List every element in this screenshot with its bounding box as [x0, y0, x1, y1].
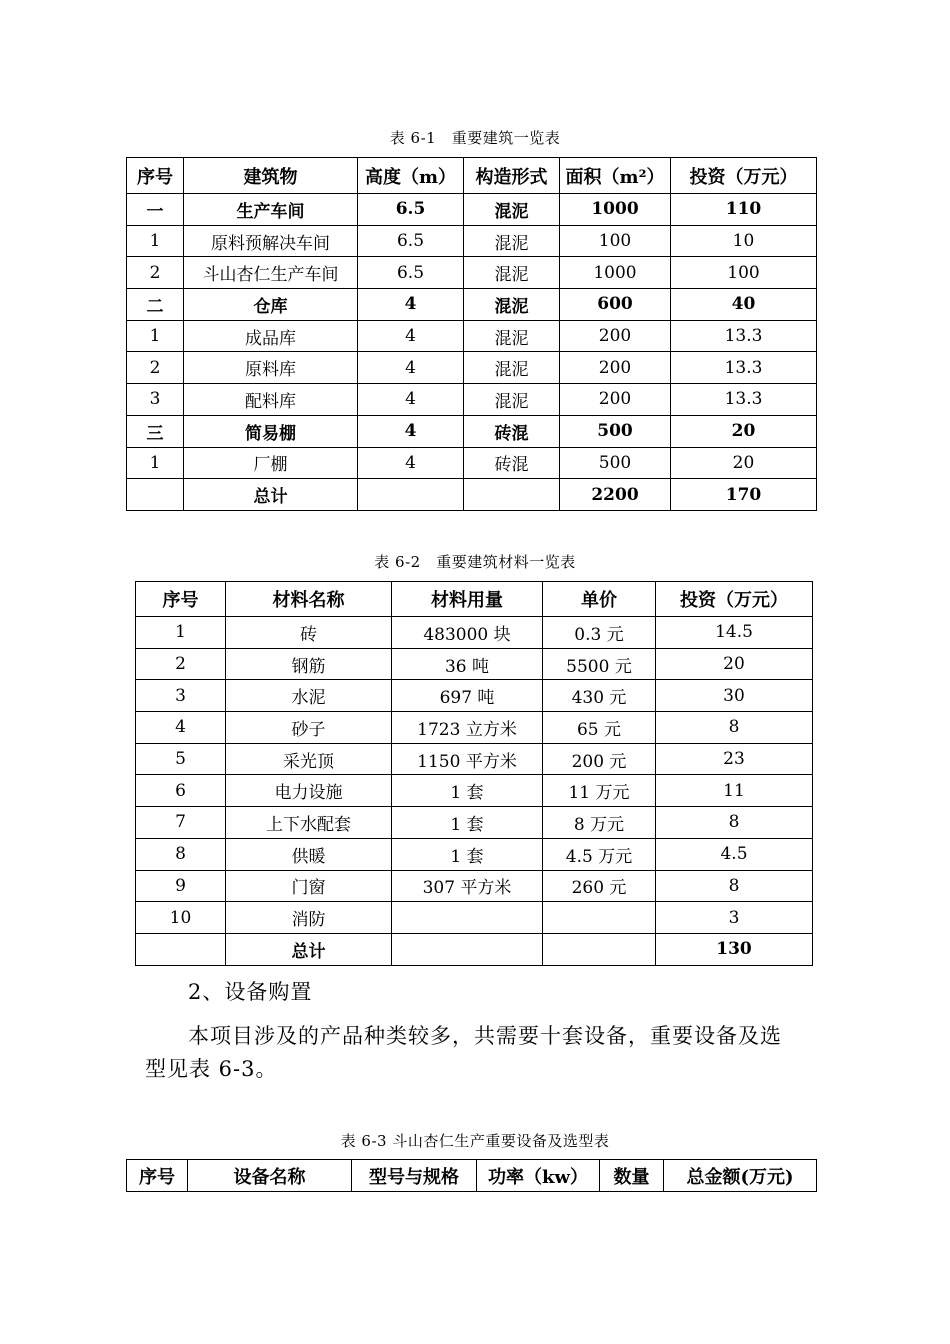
building-row	[127, 479, 817, 511]
table-cell: 1	[127, 447, 184, 479]
building-row	[127, 320, 817, 352]
column-header: 构造形式	[464, 158, 560, 194]
table-cell: 100	[671, 257, 817, 289]
table-cell: 4	[136, 712, 226, 744]
table-cell: 5500 元	[543, 648, 656, 680]
table-cell	[392, 933, 543, 965]
column-header: 材料用量	[392, 582, 543, 617]
table-cell: 9	[136, 870, 226, 902]
table-cell: 混泥	[464, 225, 560, 257]
header-row	[127, 1160, 817, 1192]
table-cell: 23	[656, 743, 813, 775]
material-row	[136, 838, 813, 870]
table-cell: 1	[127, 225, 184, 257]
building-row	[127, 194, 817, 226]
building-row	[127, 447, 817, 479]
material-row	[136, 807, 813, 839]
table-cell: 1000	[560, 257, 671, 289]
material-row	[136, 680, 813, 712]
table-cell: 8	[656, 807, 813, 839]
header-row	[136, 582, 813, 617]
column-header: 高度（m）	[358, 158, 464, 194]
table-cell	[464, 479, 560, 511]
column-header: 序号	[136, 582, 226, 617]
table-cell	[543, 902, 656, 934]
table-cell: 65 元	[543, 712, 656, 744]
column-header: 设备名称	[188, 1160, 352, 1192]
column-header: 单价	[543, 582, 656, 617]
column-header: 投资（万元）	[671, 158, 817, 194]
table-cell: 7	[136, 807, 226, 839]
table-cell: 483000 块	[392, 617, 543, 649]
table-cell: 门窗	[226, 870, 392, 902]
table-cell: 307 平方米	[392, 870, 543, 902]
table-cell: 三	[127, 415, 184, 447]
table-cell: 260 元	[543, 870, 656, 902]
table-cell: 11 万元	[543, 775, 656, 807]
table-cell	[358, 479, 464, 511]
table-cell	[543, 933, 656, 965]
table-cell: 砖混	[464, 415, 560, 447]
column-header: 型号与规格	[352, 1160, 477, 1192]
table-cell: 430 元	[543, 680, 656, 712]
table-cell: 总计	[184, 479, 358, 511]
table3-caption: 表 6-3 斗山杏仁生产重要设备及选型表	[340, 1132, 610, 1150]
table-cell: 100	[560, 225, 671, 257]
table1-caption: 表 6-1 重要建筑一览表	[389, 129, 561, 147]
table-cell: 36 吨	[392, 648, 543, 680]
table-cell: 简易棚	[184, 415, 358, 447]
table-cell: 500	[560, 415, 671, 447]
table-cell: 混泥	[464, 289, 560, 321]
table-cell: 1 套	[392, 838, 543, 870]
table-cell: 3	[656, 902, 813, 934]
table-cell: 砂子	[226, 712, 392, 744]
table-cell: 二	[127, 289, 184, 321]
table-cell: 1000	[560, 194, 671, 226]
table-cell: 40	[671, 289, 817, 321]
table-cell: 14.5	[656, 617, 813, 649]
material-row	[136, 870, 813, 902]
table-cell: 20	[671, 447, 817, 479]
materials-table	[135, 581, 813, 966]
buildings-table	[126, 157, 817, 511]
column-header: 序号	[127, 158, 184, 194]
table-cell: 30	[656, 680, 813, 712]
table-cell: 成品库	[184, 320, 358, 352]
table-cell: 供暖	[226, 838, 392, 870]
table2-caption: 表 6-2 重要建筑材料一览表	[374, 553, 576, 571]
table-cell: 2	[136, 648, 226, 680]
material-row	[136, 712, 813, 744]
table-cell: 2	[127, 257, 184, 289]
table-cell: 13.3	[671, 384, 817, 416]
table-cell: 4	[358, 415, 464, 447]
table-cell: 6.5	[358, 257, 464, 289]
building-row	[127, 225, 817, 257]
table-cell	[392, 902, 543, 934]
paragraph-line-2: 型见表 6-3。	[145, 1057, 278, 1081]
table-cell: 200	[560, 384, 671, 416]
table-cell: 8	[656, 712, 813, 744]
column-header: 建筑物	[184, 158, 358, 194]
table-cell: 总计	[226, 933, 392, 965]
table-cell: 混泥	[464, 320, 560, 352]
table-cell: 1150 平方米	[392, 743, 543, 775]
material-row	[136, 902, 813, 934]
section-heading: 2、设备购置	[188, 980, 313, 1004]
table-cell: 砖	[226, 617, 392, 649]
table-cell: 上下水配套	[226, 807, 392, 839]
table-cell: 697 吨	[392, 680, 543, 712]
table-cell: 1 套	[392, 775, 543, 807]
table-cell: 电力设施	[226, 775, 392, 807]
table-cell: 生产车间	[184, 194, 358, 226]
table-cell: 消防	[226, 902, 392, 934]
table-cell: 20	[656, 648, 813, 680]
table-cell: 200	[560, 352, 671, 384]
table-cell: 4	[358, 289, 464, 321]
column-header: 序号	[127, 1160, 188, 1192]
table-cell: 厂棚	[184, 447, 358, 479]
table-cell: 0.3 元	[543, 617, 656, 649]
table-cell: 混泥	[464, 257, 560, 289]
table-cell: 1 套	[392, 807, 543, 839]
table-cell: 8	[136, 838, 226, 870]
table-cell: 原料预解决车间	[184, 225, 358, 257]
table-cell: 600	[560, 289, 671, 321]
table-cell: 水泥	[226, 680, 392, 712]
table-cell: 3	[127, 384, 184, 416]
table-cell: 4	[358, 352, 464, 384]
column-header: 面积（m²）	[560, 158, 671, 194]
table-cell: 8 万元	[543, 807, 656, 839]
table-cell: 钢筋	[226, 648, 392, 680]
column-header: 投资（万元）	[656, 582, 813, 617]
table-cell: 2	[127, 352, 184, 384]
table-cell: 砖混	[464, 447, 560, 479]
table-cell: 6.5	[358, 194, 464, 226]
building-row	[127, 289, 817, 321]
table-cell: 6.5	[358, 225, 464, 257]
material-row	[136, 775, 813, 807]
table-cell: 13.3	[671, 352, 817, 384]
table-cell	[127, 479, 184, 511]
table-cell: 10	[136, 902, 226, 934]
table-cell: 采光顶	[226, 743, 392, 775]
material-row	[136, 743, 813, 775]
table-cell: 13.3	[671, 320, 817, 352]
building-row	[127, 384, 817, 416]
table-cell: 混泥	[464, 384, 560, 416]
building-row	[127, 415, 817, 447]
column-header: 材料名称	[226, 582, 392, 617]
header-row	[127, 158, 817, 194]
table-cell: 8	[656, 870, 813, 902]
table-cell: 130	[656, 933, 813, 965]
column-header: 数量	[600, 1160, 664, 1192]
building-row	[127, 257, 817, 289]
table-cell: 6	[136, 775, 226, 807]
table-cell: 10	[671, 225, 817, 257]
table-cell: 170	[671, 479, 817, 511]
table-cell: 11	[656, 775, 813, 807]
material-row	[136, 617, 813, 649]
table-cell: 200	[560, 320, 671, 352]
table-cell: 110	[671, 194, 817, 226]
material-row	[136, 648, 813, 680]
table-cell: 1	[127, 320, 184, 352]
table-cell: 5	[136, 743, 226, 775]
table-cell: 2200	[560, 479, 671, 511]
table-cell: 4	[358, 384, 464, 416]
paragraph-line-1: 本项目涉及的产品种类较多，共需要十套设备，重要设备及选	[188, 1024, 782, 1048]
table-cell: 一	[127, 194, 184, 226]
table-cell: 原料库	[184, 352, 358, 384]
table-cell	[136, 933, 226, 965]
table-cell: 斗山杏仁生产车间	[184, 257, 358, 289]
table-cell: 3	[136, 680, 226, 712]
table-cell: 500	[560, 447, 671, 479]
material-row	[136, 933, 813, 965]
table-cell: 4.5	[656, 838, 813, 870]
table-cell: 200 元	[543, 743, 656, 775]
table-cell: 仓库	[184, 289, 358, 321]
table-cell: 4	[358, 447, 464, 479]
table-cell: 混泥	[464, 352, 560, 384]
table-cell: 1	[136, 617, 226, 649]
equipment-table	[126, 1159, 817, 1192]
column-header: 总金额(万元)	[664, 1160, 817, 1192]
table-cell: 混泥	[464, 194, 560, 226]
table-cell: 4	[358, 320, 464, 352]
table-cell: 20	[671, 415, 817, 447]
table-cell: 配料库	[184, 384, 358, 416]
column-header: 功率（kw）	[477, 1160, 600, 1192]
table-cell: 1723 立方米	[392, 712, 543, 744]
building-row	[127, 352, 817, 384]
table-cell: 4.5 万元	[543, 838, 656, 870]
